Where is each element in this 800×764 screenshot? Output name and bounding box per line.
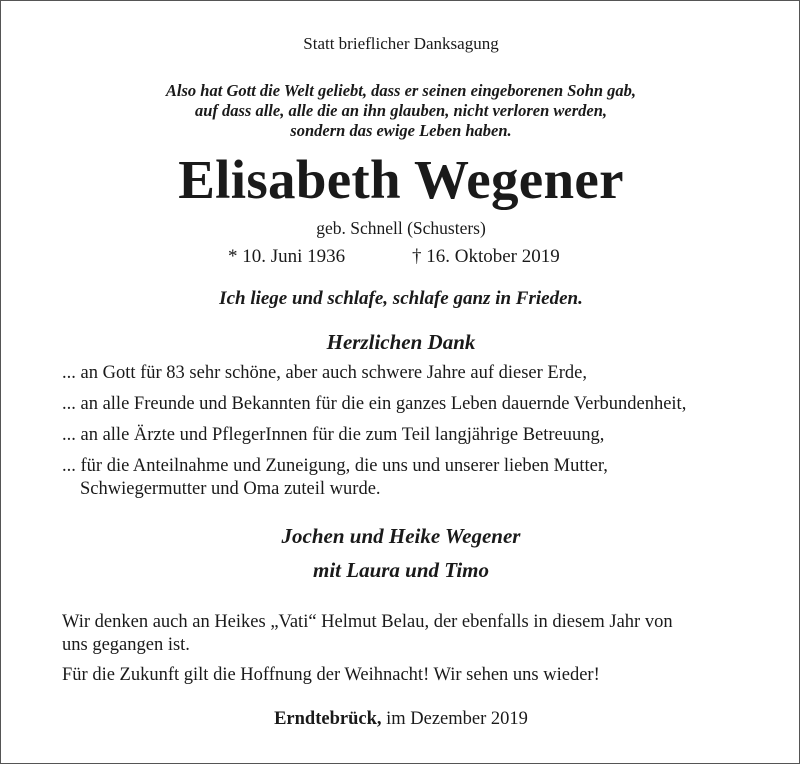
memorial-quote: Ich liege und schlafe, schlafe ganz in Frieden. — [219, 288, 583, 309]
birth-date: * 10. Juni 1936 — [228, 246, 346, 267]
thanks-item — [62, 456, 608, 499]
family-signature-line-2: mit Laura und Timo — [312, 558, 489, 582]
thanks-item — [62, 363, 587, 384]
thanks-item-text: ... an Gott für 83 sehr schöne, aber auch schwere Jahre auf dieser Erde, — [62, 363, 587, 383]
thanks-item — [62, 394, 686, 415]
bible-verse-line-3: sondern das ewige Leben haben. — [290, 121, 512, 140]
closing-line-1: Wir denken auch an Heikes „Vati“ Helmut Belau, der ebenfalls in diesem Jahr von — [62, 612, 673, 632]
bible-verse-line-2: auf dass alle, alle die an ihn glauben, nicht verloren werden, — [194, 101, 608, 120]
thanks-item-text: ... an alle Ärzte und PflegerInnen für die zum Teil langjährige Betreuung, — [62, 425, 605, 445]
place-and-date — [1, 709, 800, 730]
thanks-item — [62, 425, 604, 446]
death-date: † 16. Oktober 2019 — [412, 246, 560, 267]
birth-name: geb. Schnell (Schusters) — [316, 218, 486, 238]
closing-line-3: Für die Zukunft gilt die Hoffnung der Weihnacht! Wir sehen uns wieder! — [62, 665, 600, 685]
closing-line-2: uns gegangen ist. — [62, 635, 190, 655]
notice-heading: Statt brieflicher Danksagung — [303, 34, 499, 53]
thanks-item-text: ... für die Anteilnahme und Zuneigung, die uns und unserer lieben Mutter, — [62, 456, 608, 476]
family-signature-line-1: Jochen und Heike Wegener — [281, 524, 521, 548]
place-date: im Dezember 2019 — [381, 709, 528, 729]
place-town: Erndtebrück, — [274, 709, 382, 729]
thanks-item-continuation: Schwiegermutter und Oma zuteil wurde. — [80, 479, 381, 499]
bible-verse-line-1: Also hat Gott die Welt geliebt, dass er seinen eingeborenen Sohn gab, — [165, 81, 637, 100]
thanks-item-text: ... an alle Freunde und Bekannten für die ein ganzes Leben dauernde Verbundenheit, — [62, 394, 687, 414]
deceased-name: Elisabeth Wegener — [178, 149, 624, 210]
thanks-heading: Herzlichen Dank — [326, 330, 476, 354]
